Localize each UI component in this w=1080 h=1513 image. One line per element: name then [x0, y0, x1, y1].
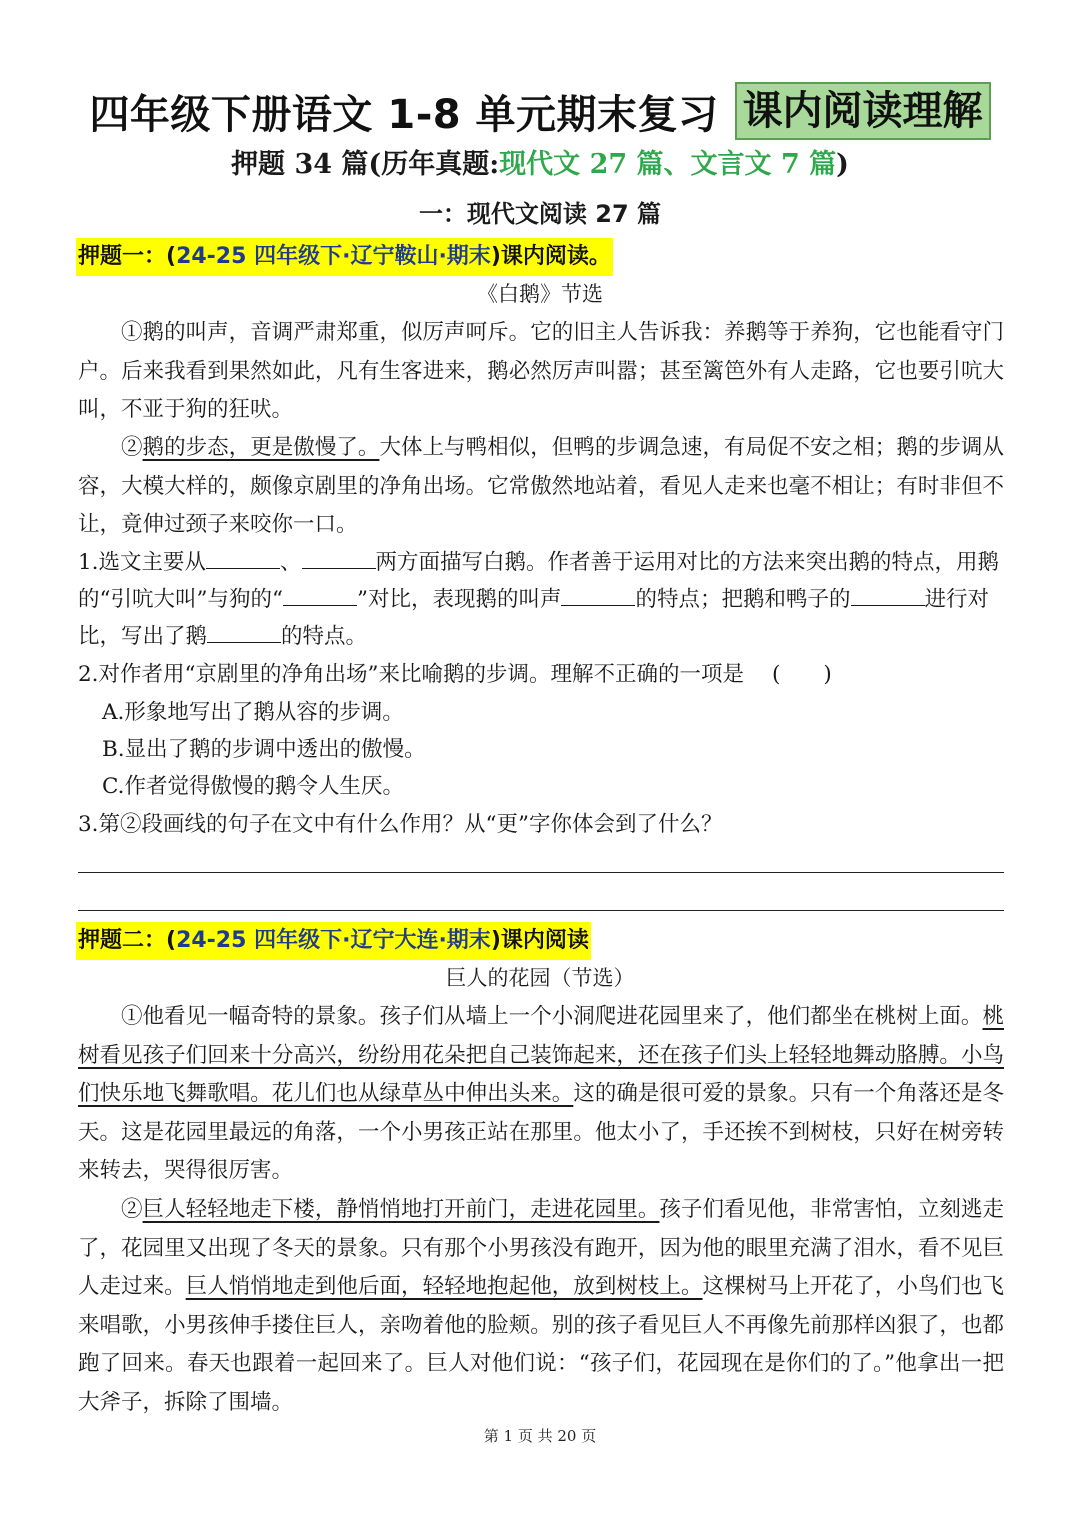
passage-2-paragraph-2: [78, 1191, 1004, 1422]
q-text: 、: [280, 550, 302, 575]
paragraph-text: 这的确是很可爱的景象。只有一个角落还是冬天。这是花园里最远的角落，一个小男孩正站在那里。他太小了，手还挨不到树枝，只好在树旁转来转去，哭得很厉害。: [78, 1081, 1004, 1183]
underlined-sentence: 巨人悄悄地走到他后面，轻轻地抱起他，放到树枝上。: [185, 1274, 703, 1299]
fill-blank[interactable]: [851, 585, 925, 606]
subtitle-highlight: 现代文 27 篇、文言文 7 篇: [499, 149, 837, 180]
heading-source: 24-25 四年级下·辽宁鞍山·期末: [176, 244, 491, 269]
q-text: 的特点；把鹅和鸭子的: [635, 587, 851, 612]
q-text: ”对比，表现鹅的叫声: [356, 587, 562, 612]
heading-suffix: )课内阅读。: [490, 244, 611, 269]
option-b[interactable]: B.显出了鹅的步调中透出的傲慢。: [102, 737, 426, 762]
heading-label: 押题一：(: [78, 244, 177, 269]
fill-blank[interactable]: [206, 548, 280, 569]
heading-source: 24-25 四年级下·辽宁大连·期末: [176, 928, 491, 953]
q-text: 两方面描写白鹅。作者善于运用对比的方法来突出鹅的特点，用鹅的“引吭大叫”与狗的“: [78, 550, 1000, 612]
title-line: [0, 82, 1080, 140]
fill-blank[interactable]: [561, 585, 635, 606]
fill-blank[interactable]: [302, 548, 376, 569]
title-tag: 课内阅读理解: [735, 82, 991, 140]
passage-2-paragraph-1: [78, 998, 1004, 1191]
option-a[interactable]: A.形象地写出了鹅从容的步调。: [102, 700, 404, 725]
question-heading-1: [76, 238, 613, 276]
subtitle-prefix: 押题 34 篇(历年真题:: [231, 149, 500, 180]
q-text: 的特点。: [281, 624, 368, 649]
q-text: 进行对比，写出了鹅: [78, 587, 990, 649]
page-title: 四年级下册语文 1-8 单元期末复习: [89, 91, 719, 138]
subtitle-suffix: ): [836, 149, 849, 180]
q-text: 2.对作者用“京剧里的净角出场”来比喻鹅的步调。理解不正确的一项是: [78, 662, 744, 687]
paragraph-text: 孩子们看见他，非常害怕，立刻逃走了，花园里又出现了冬天的景象。只有那个小男孩没有跑开，因为他的眼里充满了泪水，看不见巨人走过来。: [78, 1197, 1004, 1299]
question-1: [78, 544, 1004, 655]
paragraph-text: 大体上与鸭相似，但鸭的步调急速，有局促不安之相；鹅的步调从容，大模大样的，颇像京剧里的净角出场。它常傲然地站着，看见人走来也毫不相让；有时非但不让，竟伸过颈子来咬你一口。: [78, 435, 1004, 537]
paragraph-text: 这棵树马上开花了，小鸟们也飞来唱歌，小男孩伸手搂住巨人，亲吻着他的脸颊。别的孩子看见巨人不再像先前那样凶狠了，也都跑了回来。春天也跟着一起回来了。巨人对他们说：“孩子们，花园现在是你们的了。”他拿出一把大斧子，拆除了围墙。: [78, 1274, 1004, 1415]
underlined-sentence: 巨人轻轻地走下楼，静悄悄地打开前门，走进花园里。: [142, 1197, 660, 1222]
heading-label: 押题二：(: [78, 928, 177, 953]
answer-line[interactable]: [78, 872, 1004, 873]
option-c[interactable]: C.作者觉得傲慢的鹅令人生厌。: [102, 774, 405, 799]
passage-1-paragraph-1: ①鹅的叫声，音调严肃郑重，似厉声呵斥。它的旧主人告诉我：养鹅等于养狗，它也能看守门户。后来我看到果然如此，凡有生客进来，鹅必然厉声叫嚣；甚至篱笆外有人走路，它也要引吭大叫，不亚于狗的狂吠。: [78, 320, 1004, 422]
underlined-sentence: 鹅的步态，更是傲慢了。: [142, 435, 380, 460]
paragraph-text: ①他看见一幅奇特的景象。孩子们从墙上一个小洞爬进花园里来了，他们都坐在桃树上面。: [121, 1004, 983, 1029]
passage-title-1: 《白鹅》节选: [477, 282, 603, 306]
underlined-sentence: 桃树看见孩子们回来十分高兴，纷纷用花朵把自己装饰起来，还在孩子们头上轻轻地舞动胳膊。小鸟们快乐地飞舞歌唱。花儿们也从绿草丛中伸出头来。: [78, 1004, 1004, 1106]
passage-1-paragraph-2: [78, 429, 1004, 545]
question-heading-2: [76, 922, 591, 960]
heading-suffix: )课内阅读: [490, 928, 589, 953]
answer-line[interactable]: [78, 910, 1004, 911]
subtitle: [0, 142, 1080, 188]
paragraph-number: ②: [121, 435, 143, 460]
page-footer: 第 1 页 共 20 页: [483, 1427, 597, 1445]
fill-blank[interactable]: [283, 585, 357, 606]
question-3: 3.第②段画线的句子在文中有什么作用？从“更”字你体会到了什么？: [78, 812, 723, 837]
q-text: 1.选文主要从: [78, 550, 207, 575]
answer-paren[interactable]: ( ): [772, 662, 832, 687]
question-2: [78, 656, 1004, 693]
passage-title-2: 巨人的花园（节选）: [445, 966, 635, 990]
fill-blank[interactable]: [207, 622, 281, 643]
section-title: 一：现代文阅读 27 篇: [418, 200, 662, 228]
paragraph-number: ②: [121, 1197, 143, 1222]
